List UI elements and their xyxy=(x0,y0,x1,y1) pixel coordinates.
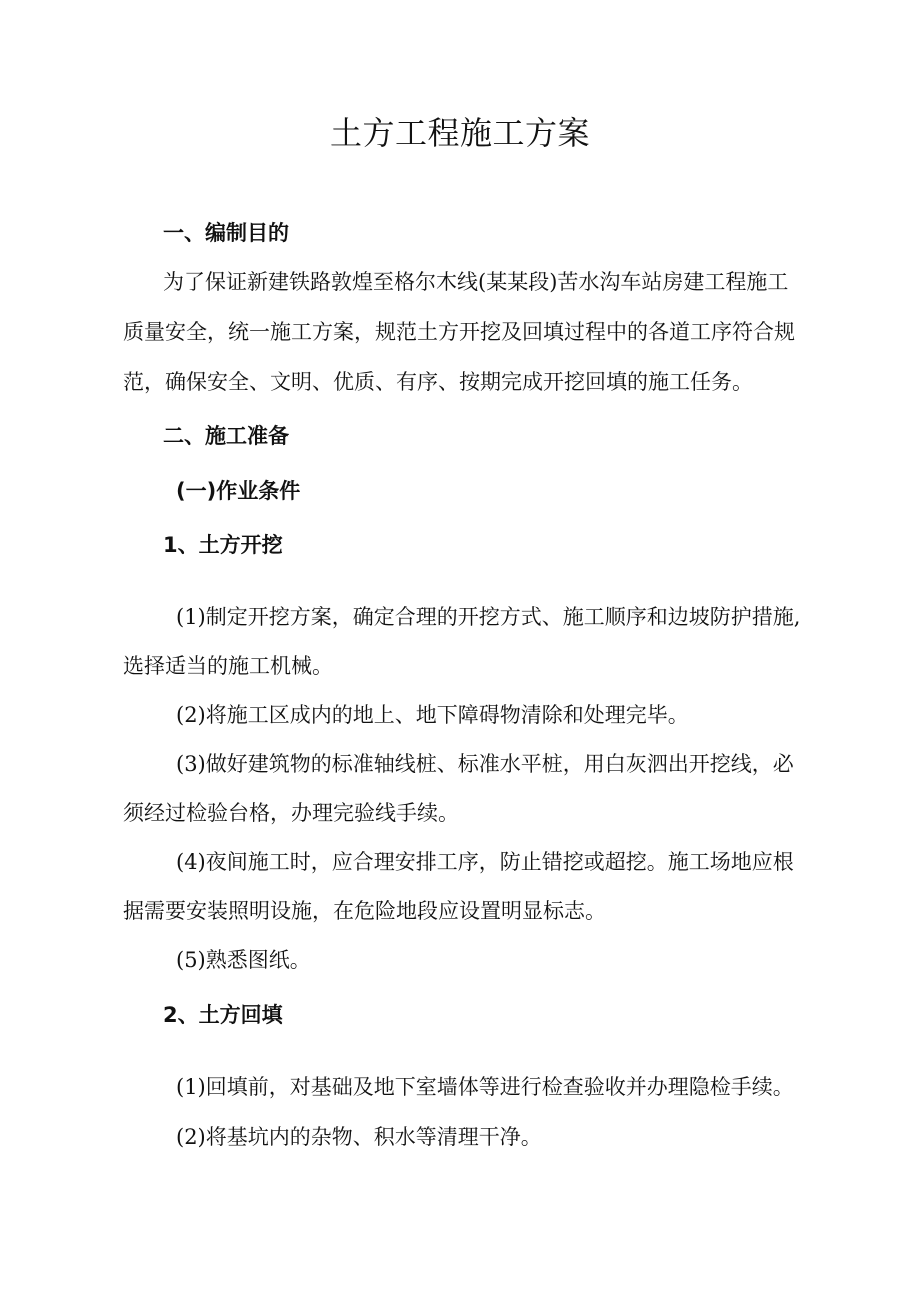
paragraph-line: 质量安全，统一施工方案，规范土方开挖及回填过程中的各道工序符合规 xyxy=(123,320,795,344)
section-heading-purpose: 一、编制目的 xyxy=(163,221,289,245)
paragraph-line: (1)回填前，对基础及地下室墙体等进行检查验收并办理隐检手续。 xyxy=(176,1075,794,1099)
item-heading-backfill: 2、土方回填 xyxy=(163,1003,283,1027)
paragraph-line: (2)将施工区成内的地上、地下障碍物清除和处理完毕。 xyxy=(176,703,689,727)
paragraph-line: (3)做好建筑物的标准轴线桩、标准水平桩，用白灰泗出开挖线，必 xyxy=(176,752,794,776)
paragraph-line: 须经过检验台格，办理完验线手续。 xyxy=(123,801,459,825)
document-title: 土方工程施工方案 xyxy=(329,114,590,152)
paragraph-line: (4)夜间施工时，应合理安排工序，防止错挖或超挖。施工场地应根 xyxy=(176,850,794,874)
paragraph-line: 范，确保安全、文明、优质、有序、按期完成开挖回填的施工任务。 xyxy=(123,370,753,394)
paragraph-line: (1)制定开挖方案，确定合理的开挖方式、施工顺序和边坡防护措施, xyxy=(176,605,801,629)
item-heading-excavation: 1、土方开挖 xyxy=(163,533,283,557)
paragraph-line: 选择适当的施工机械。 xyxy=(123,654,333,678)
paragraph-line: 据需要安装照明设施，在危险地段应设置明显标志。 xyxy=(123,899,606,923)
paragraph-line: (5)熟悉图纸。 xyxy=(176,948,311,972)
section-heading-preparation: 二、施工准备 xyxy=(163,424,289,448)
subsection-heading-conditions: (一)作业条件 xyxy=(176,479,301,503)
paragraph-line: 为了保证新建铁路敦煌至格尔木线(某某段)苦水沟车站房建工程施工 xyxy=(163,270,789,294)
paragraph-line: (2)将基坑内的杂物、积水等清理干净。 xyxy=(176,1125,542,1149)
